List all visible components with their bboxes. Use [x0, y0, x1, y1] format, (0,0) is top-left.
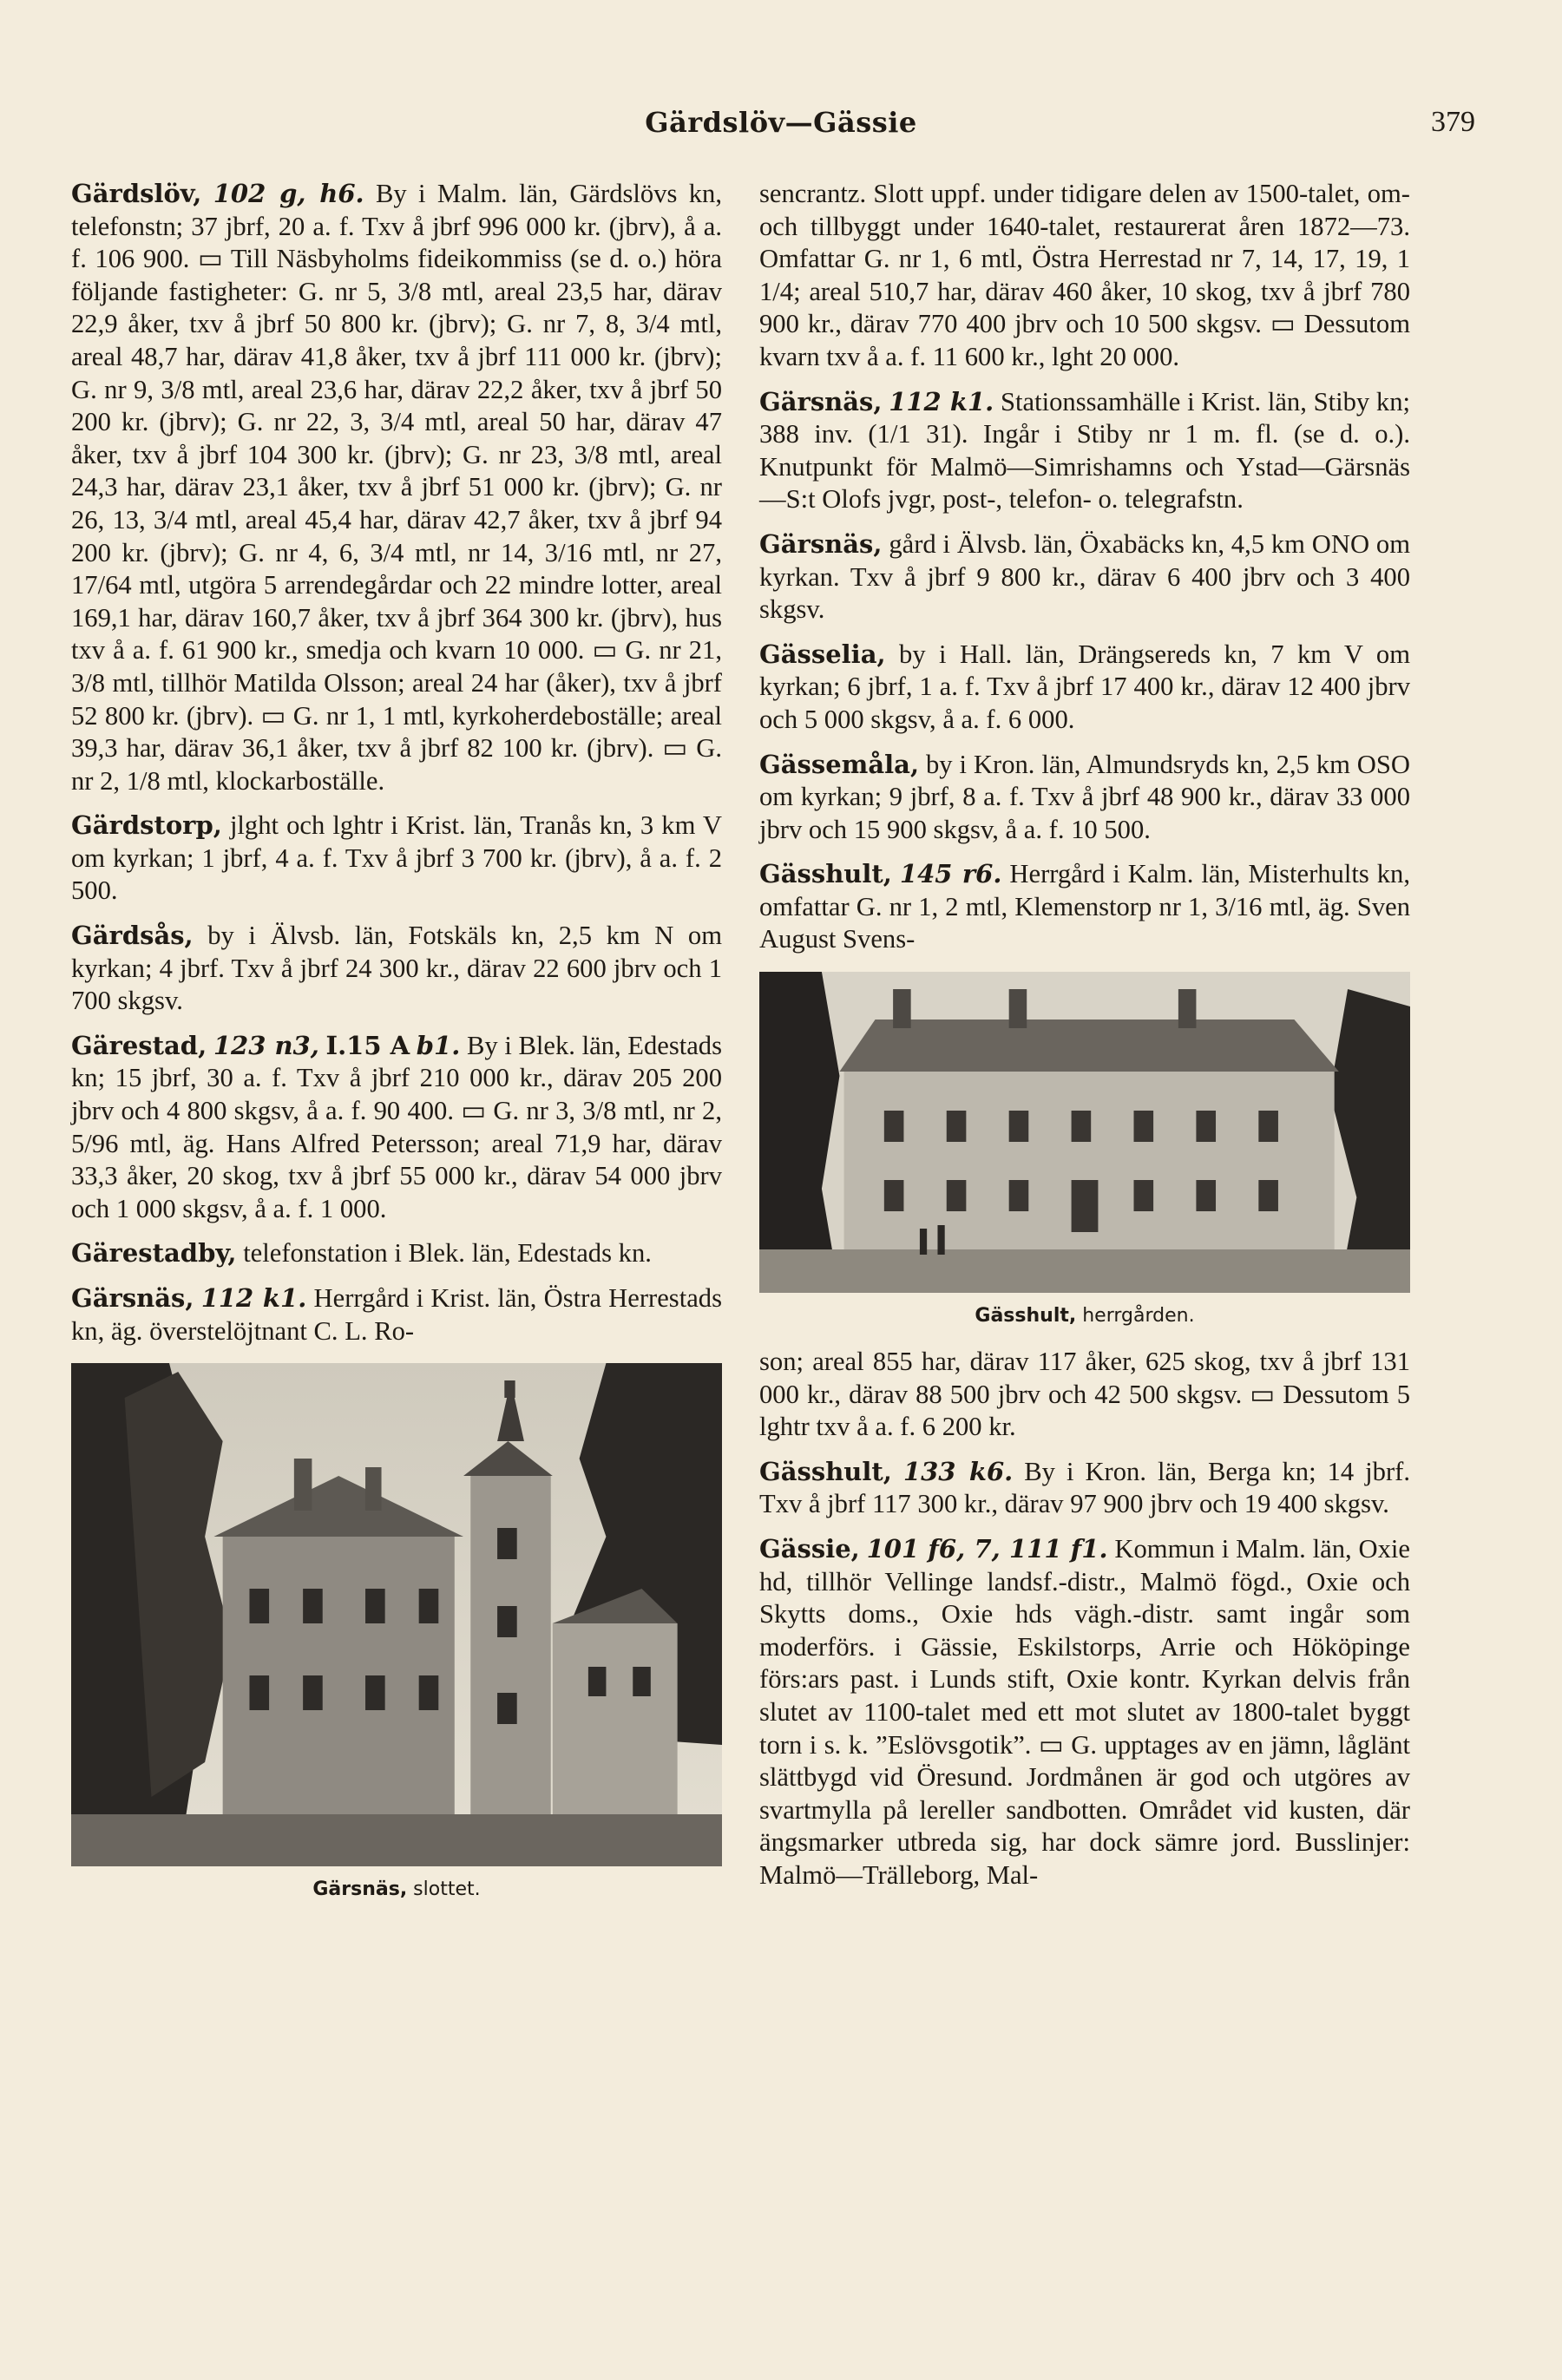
caption-text: herrgården.	[1076, 1305, 1195, 1328]
entry-map-code: 133 k6.	[902, 1456, 1014, 1486]
entry-text: By i Kron. län, Berga kn; 14 jbrf. Txv å jbrf 117 300 kr., därav 97 900 jbrv och 19 400 skgsv.	[759, 1456, 1410, 1519]
castle-photo	[71, 1363, 722, 1866]
left-column	[71, 178, 722, 1919]
entry-text: Herrgård i Kalm. län, Misterhults kn, omfattar G. nr 1, 2 mtl, Klemenstorp nr 1, 3/16 mtl, äg. Sven August Svens-	[759, 859, 1410, 954]
entry-headword: Gärdsås,	[71, 921, 194, 951]
manor-photo	[759, 972, 1410, 1293]
entry-map-code: 102 g, h6.	[213, 179, 364, 208]
figure-garsnas-slottet	[71, 1363, 722, 1900]
entry-headword: Gärdslöv,	[71, 179, 202, 208]
entry-headword: Gärdstorp,	[71, 810, 222, 841]
entry-garsnas-continued	[759, 178, 1410, 374]
entry-gardslov	[71, 178, 722, 797]
entry-gardstorp	[71, 810, 722, 908]
entry-gasshult-by	[759, 1456, 1410, 1521]
entry-text: by i Älvsb. län, Fotskäls kn, 2,5 km N om kyrkan; 4 jbrf. Txv å jbrf 24 300 kr., därav 22 600 jbrv och 1 700 skgsv.	[71, 921, 722, 1016]
caption-place: Gärsnäs,	[312, 1878, 408, 1901]
entry-gasselia	[759, 639, 1410, 737]
entry-headword: Gärestad,	[71, 1030, 207, 1060]
entry-headword: Gärsnäs,	[71, 1283, 194, 1313]
entry-map-code: 101 f6, 7, 111 f1.	[866, 1534, 1108, 1564]
entry-gassie	[759, 1533, 1410, 1892]
entry-text: jlght och lghtr i Krist. län, Tranås kn, 3 km V om kyrkan; 1 jbrf, 4 a. f. Txv å jbrf 3 700 kr. (jbrv), å a. f. 2 500.	[71, 810, 722, 906]
entry-headword: Gärsnäs,	[759, 386, 883, 416]
running-head: Gärdslöv—Gässie	[645, 106, 917, 139]
entry-map-code: b1.	[416, 1030, 461, 1060]
entry-gasshult-continued	[759, 1346, 1410, 1444]
entry-gassemala	[759, 749, 1410, 847]
entry-text: by i Hall. län, Drängsereds kn, 7 km V om kyrkan; 6 jbrf, 1 a. f. Txv å jbrf 17 400 kr., därav 12 400 jbrv och 5 000 skgsv, å a. f. 6 000.	[759, 639, 1410, 734]
entry-text: by i Kron. län, Almundsryds kn, 2,5 km OSO om kyrkan; 9 jbrf, 8 a. f. Txv å jbrf 48 900 kr., därav 33 000 jbrv och 15 900 skgsv, å a. f. 10 500.	[759, 749, 1411, 844]
entry-text: telefonstation i Blek. län, Edestads kn.	[243, 1238, 652, 1269]
entry-text: By i Blek. län, Edestads kn; 15 jbrf, 30 a. f. Txv å jbrf 210 000 kr., därav 205 200 jbrv och 4 800 skgsv, å a. f. 90 400. ▭ G. nr 3, 3/8 mtl, nr 2, 5/96 mtl, äg. Hans Alfred Petersson; areal 71,9 har, därav 33,3 åker, 20 skog, txv å jbrf 55 000 kr., därav 54 000 jbrv och 1 000 skgsv, å a. f. 1 000.	[71, 1030, 723, 1223]
entry-headword: Gässelia,	[759, 639, 886, 669]
entry-gasshult-herrgard	[759, 858, 1410, 956]
entry-text: By i Malm. län, Gärdslövs kn, telefonstn; 37 jbrf, 20 a. f. Txv å jbrf 996 000 kr. (jbrv), å a. f. 106 900. ▭ Till Näsbyholms fideikommiss (se d. o.) höra följande fastigheter: G. nr 5, 3/8 mtl, areal 23,5 har, därav 22,9 åker, txv å jbrf 50 800 kr. (jbrv); G. nr 7, 8, 3/4 mtl, areal 48,7 har, därav 41,8 åker, txv å jbrf 111 000 kr. (jbrv); G. nr 9, 3/8 mtl, areal 23,6 har, därav 22,2 åker, txv å jbrf 50 200 kr. (jbrv); G. nr 22, 3, 3/4 mtl, areal 50 har, därav 47 åker, txv å jbrf 104 300 kr. (jbrv); G. nr 23, 3/8 mtl, areal 24,3 har, därav 23,1 åker, txv å jbrf 51 000 kr. (jbrv); G. nr 26, 13, 3/4 mtl, areal 45,4 har, därav 42,7 åker, txv å jbrf 94 200 kr. (jbrv); G. nr 4, 6, 3/4 mtl, nr 14, 3/16 mtl, nr 27, 17/64 mtl, utgöra 5 arrendegårdar och 22 mindre lotter, areal 169,1 har, därav 160,7 åker, txv å jbrf 364 300 kr. (jbrv), hus txv å a. f. 61 900 kr., smedja och kvarn 10 000. ▭ G. nr 21, 3/8 mtl, tillhör Matilda Olsson; areal 24 har (åker), txv å jbrf 52 800 kr. (jbrv). ▭ G. nr 1, 1 mtl, kyrkoherdeboställe; areal 39,3 har, därav 36,1 åker, txv å jbrf 82 100 kr. (jbrv). ▭ G. nr 2, 1/8 mtl, klockarboställe.	[71, 179, 722, 796]
entry-garestadby	[71, 1237, 722, 1270]
entry-map-code: 123 n3,	[213, 1030, 319, 1060]
entry-text: sencrantz. Slott uppf. under tidigare delen av 1500-talet, om- och tillbyggt under 1640-talet, restaurerat åren 1872—73. Omfattar G. nr 1, 6 mtl, Östra Herrestad nr 7, 14, 17, 19, 1 1/4; areal 510,7 har, därav 460 åker, 10 skog, txv å jbrf 780 900 kr., därav 770 400 jbrv och 10 500 skgsv. ▭ Dessutom kvarn txv å a. f. 11 600 kr., lght 20 000.	[759, 179, 1410, 371]
entry-garsnas-gard	[759, 528, 1410, 626]
entry-headword: Gässhult,	[759, 859, 892, 889]
entry-map-code: 112 k1.	[889, 386, 994, 416]
caption-place: Gässhult,	[975, 1305, 1077, 1328]
entry-headword: Gässemåla,	[759, 749, 920, 779]
figure-gasshult-herrgarden	[759, 972, 1410, 1327]
entry-garestad	[71, 1030, 722, 1226]
caption-text: slottet.	[407, 1878, 481, 1901]
entry-gardsas	[71, 920, 722, 1018]
entry-garsnas-stationssamhalle	[759, 386, 1410, 516]
entry-map-code: 112 k1.	[200, 1283, 307, 1313]
entry-text: gård i Älvsb. län, Öxabäcks kn, 4,5 km ONO om kyrkan. Txv å jbrf 9 800 kr., därav 6 400 jbrv och 3 400 skgsv.	[759, 528, 1411, 625]
entry-headword: Gässie,	[759, 1534, 860, 1564]
entry-map-code: 145 r6.	[899, 859, 1002, 889]
entry-headword: Gärsnäs,	[759, 528, 883, 559]
page-header	[0, 97, 1562, 149]
entry-garsnas-herrgard	[71, 1282, 722, 1347]
right-column	[759, 178, 1410, 1905]
entry-headword: Gärestadby,	[71, 1238, 237, 1269]
entry-text: Herrgård i Krist. län, Östra Herrestads kn, äg. överstelöjtnant C. L. Ro-	[71, 1283, 722, 1346]
entry-text: Stationssamhälle i Krist. län, Stiby kn; 388 inv. (1/1 31). Ingår i Stiby nr 1 m. fl. (se d. o.). Knutpunkt för Malmö—Simrishamns och Ystad—Gärsnäs—S:t Olofs jvgr, post-, telefon- o. telegrafstn.	[759, 386, 1411, 515]
entry-headword: Gässhult,	[759, 1456, 892, 1486]
figure-caption	[759, 1305, 1410, 1327]
figure-caption	[71, 1878, 722, 1900]
entry-text: Kommun i Malm. län, Oxie hd, tillhör Vellinge landsf.-distr., Malmö fögd., Oxie och Skytts doms., Oxie hds vägh.-distr. samt ingår som moderförs. i Gässie, Eskilstorps, Arrie och Hököpinge förs:ars past. i Lunds stift, Oxie kontr. Kyrkan delvis från slutet av 1100-talet med ett mot slutet av 1800-talet byggt torn i s. k. ”Eslövsgotik”. ▭ G. upptages av en jämn, låglänt slättbygd vid Öresund. Jordmånen är god och utgöres av svartmylla på lereller sandbotten. Området vid kusten, där ängsmarker utbreda sig, har dock sämre jord. Busslinjer: Malmö—Trälleborg, Mal-	[759, 1534, 1410, 1890]
page-number: 379	[1431, 106, 1475, 138]
entry-text: son; areal 855 har, därav 117 åker, 625 skog, txv å jbrf 131 000 kr., därav 88 500 jbrv och 42 500 skgsv. ▭ Dessutom 5 lghtr txv å a. f. 6 200 kr.	[759, 1347, 1410, 1442]
entry-map-code: I.15 A	[325, 1030, 410, 1060]
